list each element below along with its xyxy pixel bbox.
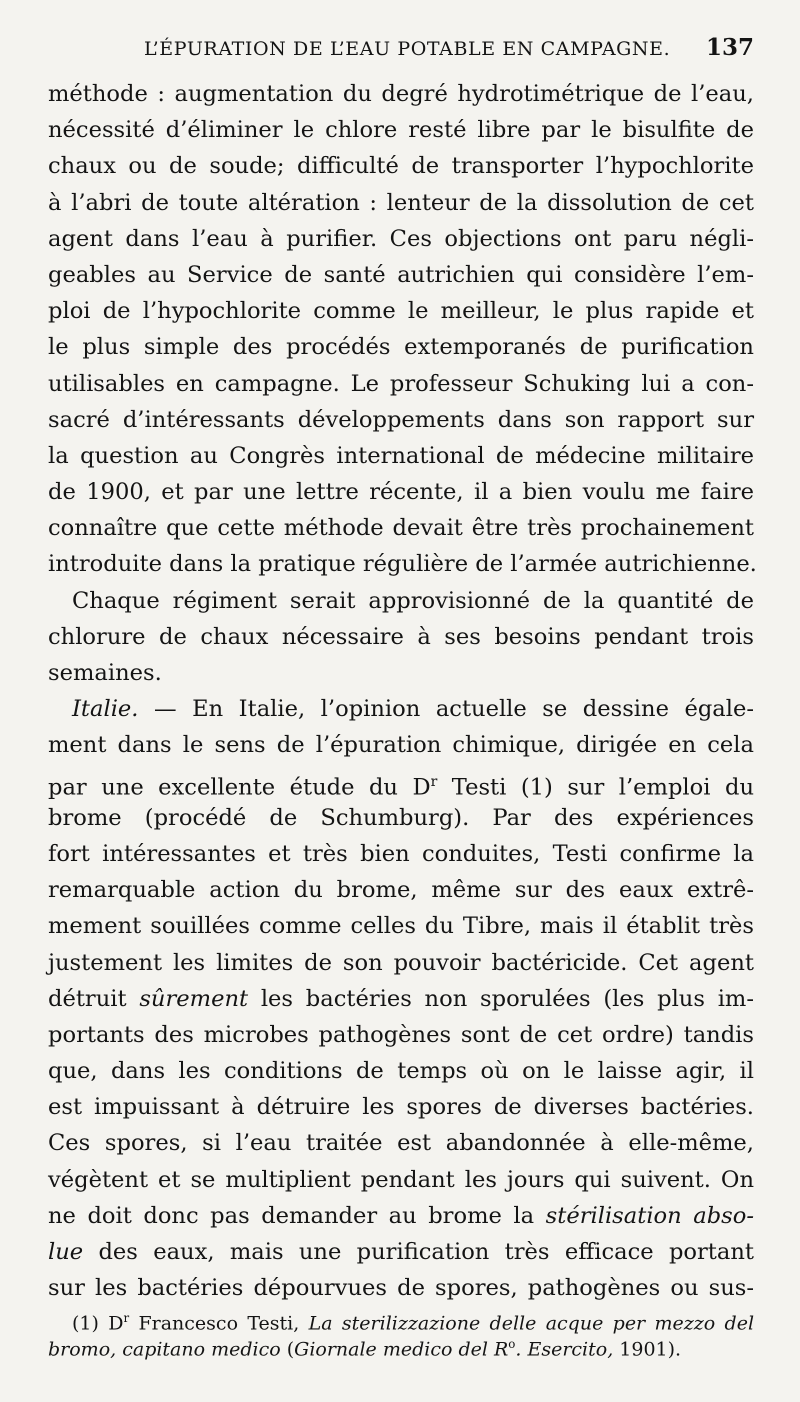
text-line: connaître que cette méthode devait être très prochainement <box>48 515 754 542</box>
page-number: 137 <box>705 34 754 61</box>
text-span: par une excellente étude du D <box>48 774 431 801</box>
text-line: végètent et se multiplient pendant les jours qui suivent. On <box>48 1166 754 1193</box>
text-line: fort intéressantes et très bien conduites, Testi confirme la <box>48 840 754 867</box>
text-line <box>48 981 754 1017</box>
text-span: des eaux, mais une purification très efficace portant <box>83 1239 754 1265</box>
footnote-title-cont: bromo, capitano medico <box>48 1338 281 1361</box>
text-span: Testi (1) sur l’emploi du <box>437 774 754 801</box>
text-line <box>48 1234 754 1270</box>
journal-name-cont: . Esercito, <box>515 1338 614 1361</box>
footnote-line <box>48 1305 755 1335</box>
superscript: o <box>508 1337 516 1351</box>
footnote-author: Francesco Testi, <box>129 1312 309 1335</box>
journal-name: Giornale medico del R <box>294 1338 509 1361</box>
text-line: chaux ou de soude; difficulté de transporter l’hypochlorite <box>48 153 754 180</box>
text-line: Chaque régiment serait approvisionné de la quantité de <box>72 587 754 614</box>
text-line: méthode : augmentation du degré hydrotimétrique de l’eau, <box>48 81 754 107</box>
text-span: détruit <box>48 985 140 1012</box>
text-line <box>48 1198 754 1234</box>
text-line: de 1900, et par une lettre récente, il a bien voulu me faire <box>48 479 754 506</box>
text-span: les bactéries non sporulées (les plus im- <box>248 985 754 1012</box>
footnote <box>48 1305 755 1361</box>
text-line: que, dans les conditions de temps où on le laisse agir, il <box>48 1058 754 1085</box>
body-text <box>48 76 757 1306</box>
text-line: chlorure de chaux nécessaire à ses besoins pendant trois <box>48 623 754 650</box>
footnote-line <box>48 1331 754 1361</box>
text-span: ( <box>280 1338 295 1361</box>
text-span: — En Italie, l’opinion actuelle se dessine égale- <box>154 696 754 723</box>
superscript: r <box>123 1311 130 1325</box>
text-line: le plus simple des procédés extemporanés de purification <box>48 334 754 361</box>
text-line: introduite dans la pratique régulière de l’armée autrichienne. <box>48 551 757 578</box>
text-line: portants des microbes pathogènes sont de cet ordre) tandis <box>48 1021 754 1048</box>
text-line: sacré d’intéressants développements dans son rapport sur <box>48 406 754 433</box>
emphasis: lue <box>48 1239 84 1265</box>
text-line: utilisables en campagne. Le professeur Schuking lui a con- <box>48 370 754 397</box>
footnote-marker: (1) D <box>72 1312 124 1335</box>
emphasis: stérilisation abso- <box>545 1202 755 1229</box>
text-span: ne doit donc pas demander au brome la <box>48 1202 546 1229</box>
running-head: L’ÉPURATION DE L’EAU POTABLE EN CAMPAGNE. <box>144 38 671 60</box>
superscript: r <box>430 773 438 790</box>
footnote-title: La sterilizzazione delle acque per mezzo del <box>308 1312 755 1335</box>
section-label-italie: Italie. <box>72 696 139 723</box>
text-line: justement les limites de son pouvoir bactéricide. Cet agent <box>48 949 754 976</box>
text-line: ploi de l’hypochlorite comme le meilleur, le plus rapide et <box>48 298 754 325</box>
text-line-italie <box>48 691 754 727</box>
text-line: est impuissant à détruire les spores de diverses bactéries. <box>48 1094 754 1121</box>
text-line: brome (procédé de Schumburg). Par des expériences <box>48 804 754 831</box>
text-line: Ces spores, si l’eau traitée est abandonnée à elle-même, <box>48 1130 754 1157</box>
text-line: ment dans le sens de l’épuration chimique, dirigée en cela <box>48 732 754 759</box>
text-line: nécessité d’éliminer le chlore resté libre par le bisulfite de <box>48 117 754 144</box>
text-line: semaines. <box>48 660 162 686</box>
page-header <box>48 34 754 61</box>
text-line: à l’abri de toute altération : lenteur de la dissolution de cet <box>48 189 754 216</box>
text-line: sur les bactéries dépourvues de spores, pathogènes ou sus- <box>48 1275 754 1302</box>
text-span: 1901). <box>613 1338 682 1361</box>
text-line: geables au Service de santé autrichien qui considère l’em- <box>48 261 754 288</box>
text-line: mement souillées comme celles du Tibre, mais il établit très <box>48 913 754 940</box>
text-line <box>48 764 754 800</box>
text-line: remarquable action du brome, même sur des eaux extrê- <box>48 877 754 904</box>
emphasis: sûrement <box>139 985 249 1012</box>
text-line: la question au Congrès international de médecine militaire <box>48 442 754 469</box>
text-line: agent dans l’eau à purifier. Ces objections ont paru négli- <box>48 225 754 252</box>
